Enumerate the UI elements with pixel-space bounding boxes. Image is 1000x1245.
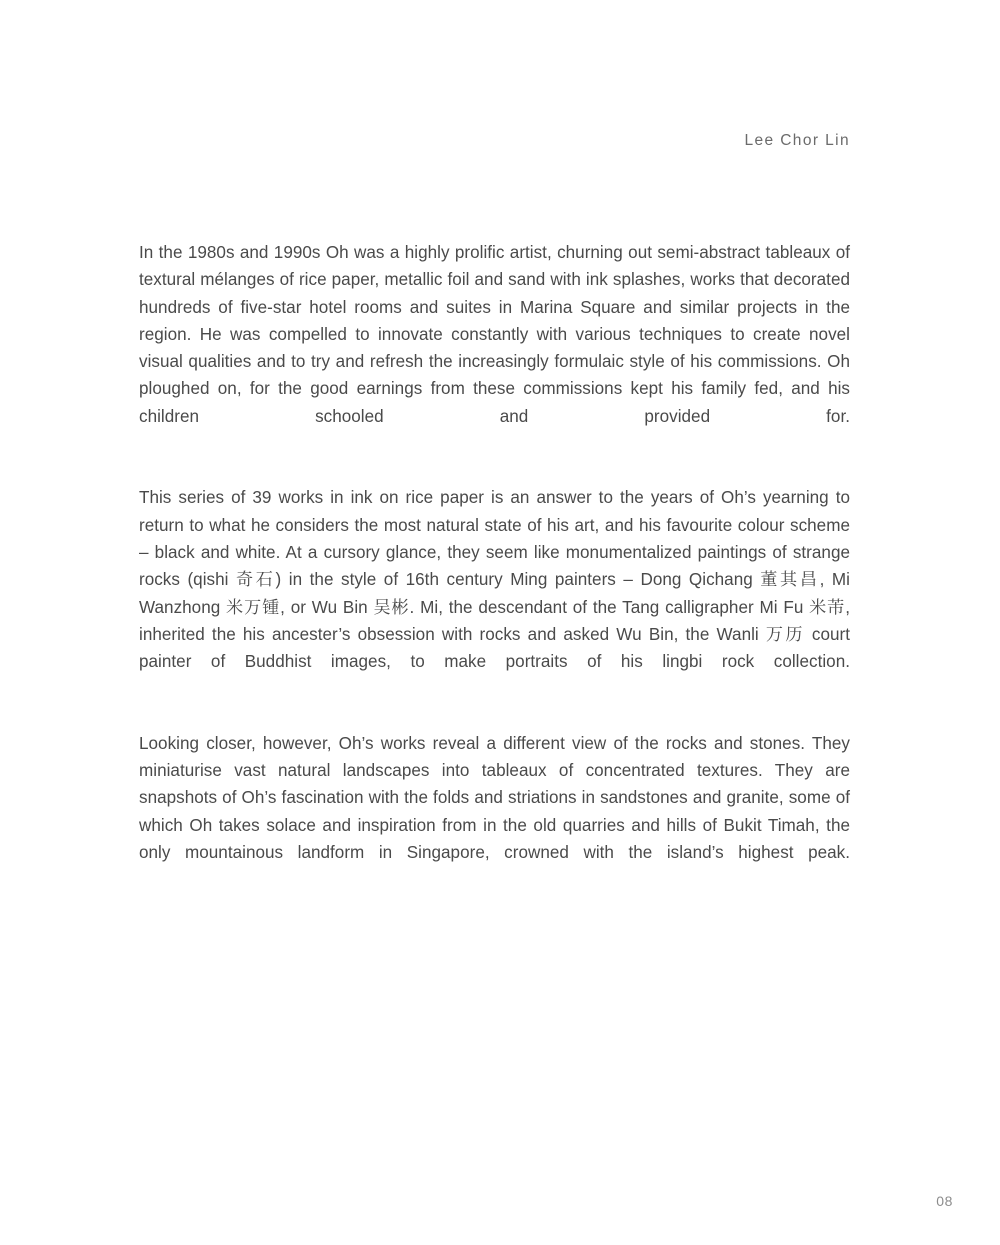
body-paragraph-1: In the 1980s and 1990s Oh was a highly prolific artist, churning out semi-abstract tableaux of textural mélanges of rice paper, metallic foil and sand with ink splashes, works that decorated hundreds of five-star hotel rooms and suites in Marina Square and similar projects in the region. He was compelled to innovate constantly with various techniques to create novel visual qualities and to try and refresh the increasingly formulaic style of his commissions. Oh ploughed on, for the good earnings from these commissions kept his family fed, and his children schooled and provided for. bbox=[139, 243, 850, 426]
body-text-column bbox=[139, 239, 850, 894]
running-head-author: Lee Chor Lin bbox=[744, 132, 850, 149]
body-paragraph-2: This series of 39 works in ink on rice paper is an answer to the years of Oh’s yearning to return to what he considers the most natural state of his art, and his favourite colour scheme – black and white. At a cursory glance, they seem like monumentalized paintings of strange rocks (qishi 奇石) in the style of 16th century Ming painters – Dong Qichang 董其昌, Mi Wanzhong 米万锺, or Wu Bin 吴彬. Mi, the descendant of the Tang calligrapher Mi Fu 米芾, inherited the his ancester’s obsession with rocks and asked Wu Bin, the Wanli 万历 court painter of Buddhist images, to make portraits of his lingbi rock collection. bbox=[139, 488, 850, 672]
body-paragraph-3: Looking closer, however, Oh’s works reveal a different view of the rocks and stones. They miniaturise vast natural landscapes into tableaux of concentrated textures. They are snapshots of Oh’s fascination with the folds and striations in sandstones and granite, some of which Oh takes solace and inspiration from in the old quarries and hills of Bukit Timah, the only mountainous landform in Singapore, crowned with the island’s highest peak. bbox=[139, 733, 850, 862]
page-number: 08 bbox=[936, 1193, 953, 1209]
